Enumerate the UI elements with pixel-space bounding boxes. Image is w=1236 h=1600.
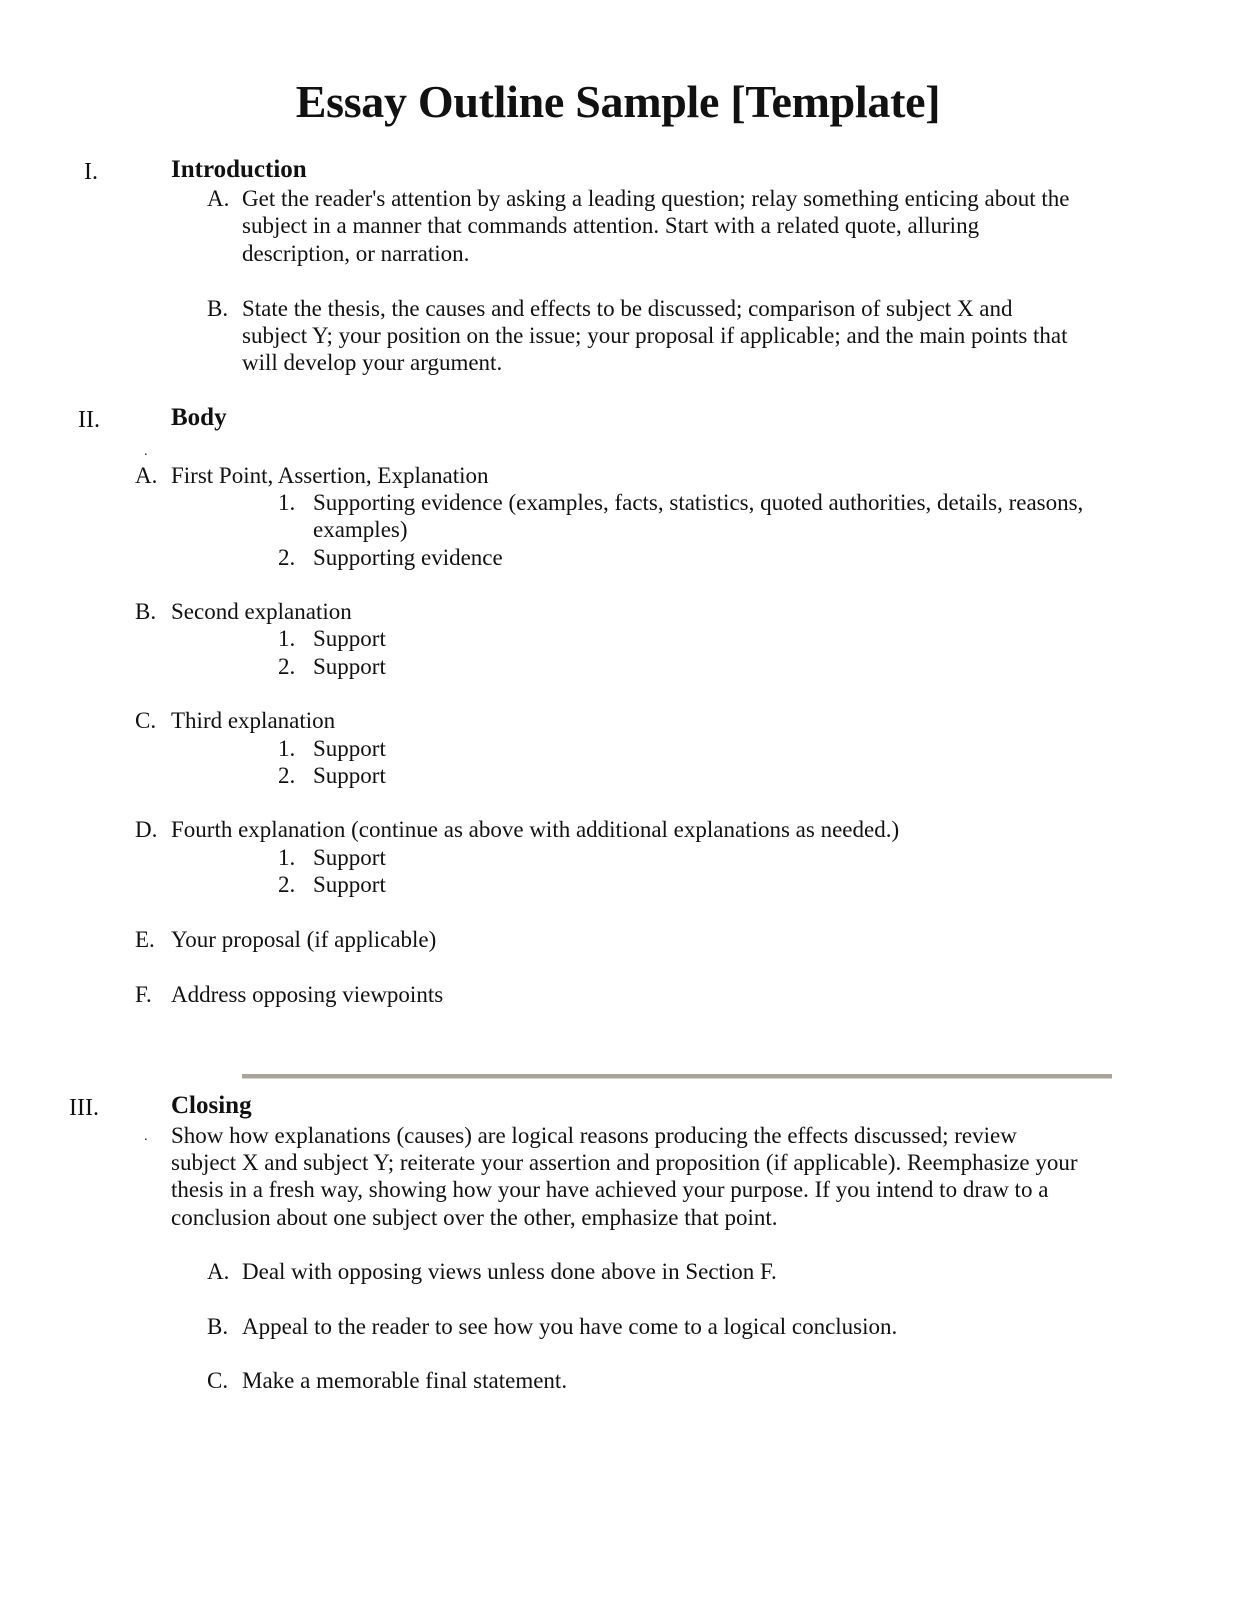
intro-item-a-line-1: Get the reader's attention by asking a leading question; relay something enticing about the <box>242 186 1070 211</box>
body-item-c-sub-1-line-1: Support <box>313 736 386 761</box>
section-heading-closing: Closing <box>171 1092 252 1119</box>
body-item-b-sub-2-marker: 2. <box>278 654 296 679</box>
body-item-a-sub-1-line-2: examples) <box>313 517 408 542</box>
intro-item-b-line-1: State the thesis, the causes and effects to be discussed; comparison of subject X and <box>242 296 1013 321</box>
body-item-b-label: Second explanation <box>171 599 352 624</box>
intro-item-a-marker: A. <box>207 186 230 211</box>
closing-item-b-label: Appeal to the reader to see how you have come to a logical conclusion. <box>242 1314 898 1339</box>
intro-item-b-line-2: subject Y; your position on the issue; your proposal if applicable; and the main points that <box>242 323 1068 348</box>
body-item-a-label: First Point, Assertion, Explanation <box>171 463 489 488</box>
stray-dot: . <box>144 1129 148 1144</box>
body-item-f-marker: F. <box>135 982 152 1007</box>
closing-item-c-label: Make a memorable final statement. <box>242 1368 568 1393</box>
body-item-e-marker: E. <box>135 927 155 952</box>
section-numeral-iii: III. <box>69 1095 99 1121</box>
body-item-c-sub-2-line-1: Support <box>313 763 386 788</box>
document-title: Essay Outline Sample [Template] <box>295 76 941 127</box>
closing-paragraph-line-2: subject X and subject Y; reiterate your assertion and proposition (if applicable). Reemphasize your <box>171 1150 1078 1175</box>
body-item-b-sub-1-marker: 1. <box>278 626 296 651</box>
section-numeral-ii: II. <box>78 407 100 433</box>
closing-paragraph-line-3: thesis in a fresh way, showing how your have achieved your purpose. If you intend to draw to a <box>171 1177 1049 1202</box>
body-item-c-sub-2-marker: 2. <box>278 763 296 788</box>
intro-item-a-line-2: subject in a manner that commands attention. Start with a related quote, alluring <box>242 213 980 238</box>
body-item-a-marker: A. <box>135 463 158 488</box>
intro-item-b-marker: B. <box>207 296 229 321</box>
body-item-a-sub-1-marker: 1. <box>278 490 296 515</box>
intro-item-b-line-3: will develop your argument. <box>242 350 503 375</box>
body-item-d-sub-2-line-1: Support <box>313 872 386 897</box>
body-item-c-marker: C. <box>135 708 157 733</box>
body-item-d-label: Fourth explanation (continue as above with additional explanations as needed.) <box>171 817 900 842</box>
body-item-c-label: Third explanation <box>171 708 336 733</box>
body-item-d-marker: D. <box>135 817 158 842</box>
body-item-b-sub-1-line-1: Support <box>313 626 386 651</box>
section-heading-body: Body <box>171 404 227 431</box>
horizontal-rule <box>242 1074 1112 1079</box>
body-item-b-marker: B. <box>135 599 157 624</box>
closing-item-b-marker: B. <box>207 1314 229 1339</box>
section-heading-introduction: Introduction <box>171 156 307 183</box>
body-item-f-label: Address opposing viewpoints <box>171 982 444 1007</box>
closing-paragraph-line-4: conclusion about one subject over the other, emphasize that point. <box>171 1205 778 1230</box>
closing-item-c-marker: C. <box>207 1368 229 1393</box>
section-numeral-i: I. <box>84 159 98 185</box>
closing-item-a-label: Deal with opposing views unless done above in Section F. <box>242 1259 777 1284</box>
body-item-a-sub-2-line-1: Supporting evidence <box>313 545 503 570</box>
closing-paragraph-line-1: Show how explanations (causes) are logical reasons producing the effects discussed; review <box>171 1123 1017 1148</box>
closing-item-a-marker: A. <box>207 1259 230 1284</box>
stray-dot: . <box>144 444 148 459</box>
body-item-d-sub-1-marker: 1. <box>278 845 296 870</box>
body-item-e-label: Your proposal (if applicable) <box>171 927 437 952</box>
body-item-d-sub-2-marker: 2. <box>278 872 296 897</box>
body-item-a-sub-1-line-1: Supporting evidence (examples, facts, statistics, quoted authorities, details, reasons, <box>313 490 1084 515</box>
body-item-c-sub-1-marker: 1. <box>278 736 296 761</box>
body-item-a-sub-2-marker: 2. <box>278 545 296 570</box>
body-item-b-sub-2-line-1: Support <box>313 654 386 679</box>
intro-item-a-line-3: description, or narration. <box>242 241 470 266</box>
body-item-d-sub-1-line-1: Support <box>313 845 386 870</box>
